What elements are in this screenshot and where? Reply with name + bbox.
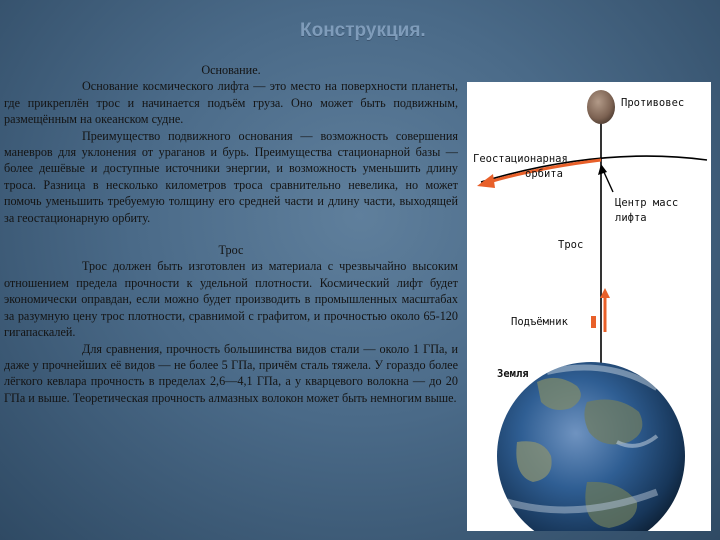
geo-orbit-label-2: орбита [525, 168, 563, 180]
counterweight-label: Противовес [621, 97, 685, 109]
diagram-svg [467, 82, 711, 531]
text-column [4, 62, 458, 406]
base-paragraph-1: Основание космического лифта — это место на поверхности планеты, где прикреплён трос и начинается подъём груза. Оно может быть подвижным, размещённым на океанском судне. [4, 79, 458, 127]
earth-label: Земля [497, 368, 529, 380]
cable-heading: Трос [218, 243, 244, 258]
climber-label: Подъёмник [511, 316, 568, 328]
cable-paragraph-1: Трос должен быть изготовлен из материала с чрезвычайно высоким отношением предела прочности к удельной плотности. Космический лифт будет экономически оправдан, если можно будет производить в промышленных масштабах за разумную цену трос плотности, сравнимой с графитом, и прочностью около 65-120 гигапаскалей. [4, 259, 458, 340]
earth-globe [497, 362, 685, 531]
counterweight-rock [587, 90, 615, 124]
center-mass-arrowhead [598, 164, 607, 175]
cable-label: Трос [558, 239, 584, 251]
base-paragraph-2: Преимущество подвижного основания — возможность совершения маневров для уклонения от ураганов и бурь. Преимущества стационарной базы — более дешёвые и доступные источники энергии, и возможность уменьшить длину троса. Разница в несколько километров троса сравнительно невелика, но может помочь уменьшить требуемую толщину его средней части и длину части, выходящей за геостационарную орбиту. [4, 128, 458, 225]
center-mass-pointer [603, 170, 613, 192]
cable-paragraph-2: Для сравнения, прочность большинства видов стали — около 1 ГПа, и даже у прочнейших её видов — не более 5 ГПа, причём сталь тяжела. У гораздо более лёгкого кевлара прочность в пределах 2,6—4,1 ГПа, а у кварцевого волокна — до 20 ГПа и выше. Теоретическая прочность алмазных волокон может быть немногим выше. [4, 341, 458, 405]
slide-title: Конструкция. [300, 20, 426, 41]
geo-orbit-label-1: Геостационарная [473, 153, 568, 165]
space-elevator-diagram [467, 82, 711, 531]
center-mass-label-2: лифта [615, 212, 647, 224]
orbit-arrowhead [477, 174, 495, 188]
climber-box [591, 316, 596, 328]
center-mass-label-1: Центр масс [615, 197, 679, 209]
base-heading: Основание. [201, 63, 261, 77]
